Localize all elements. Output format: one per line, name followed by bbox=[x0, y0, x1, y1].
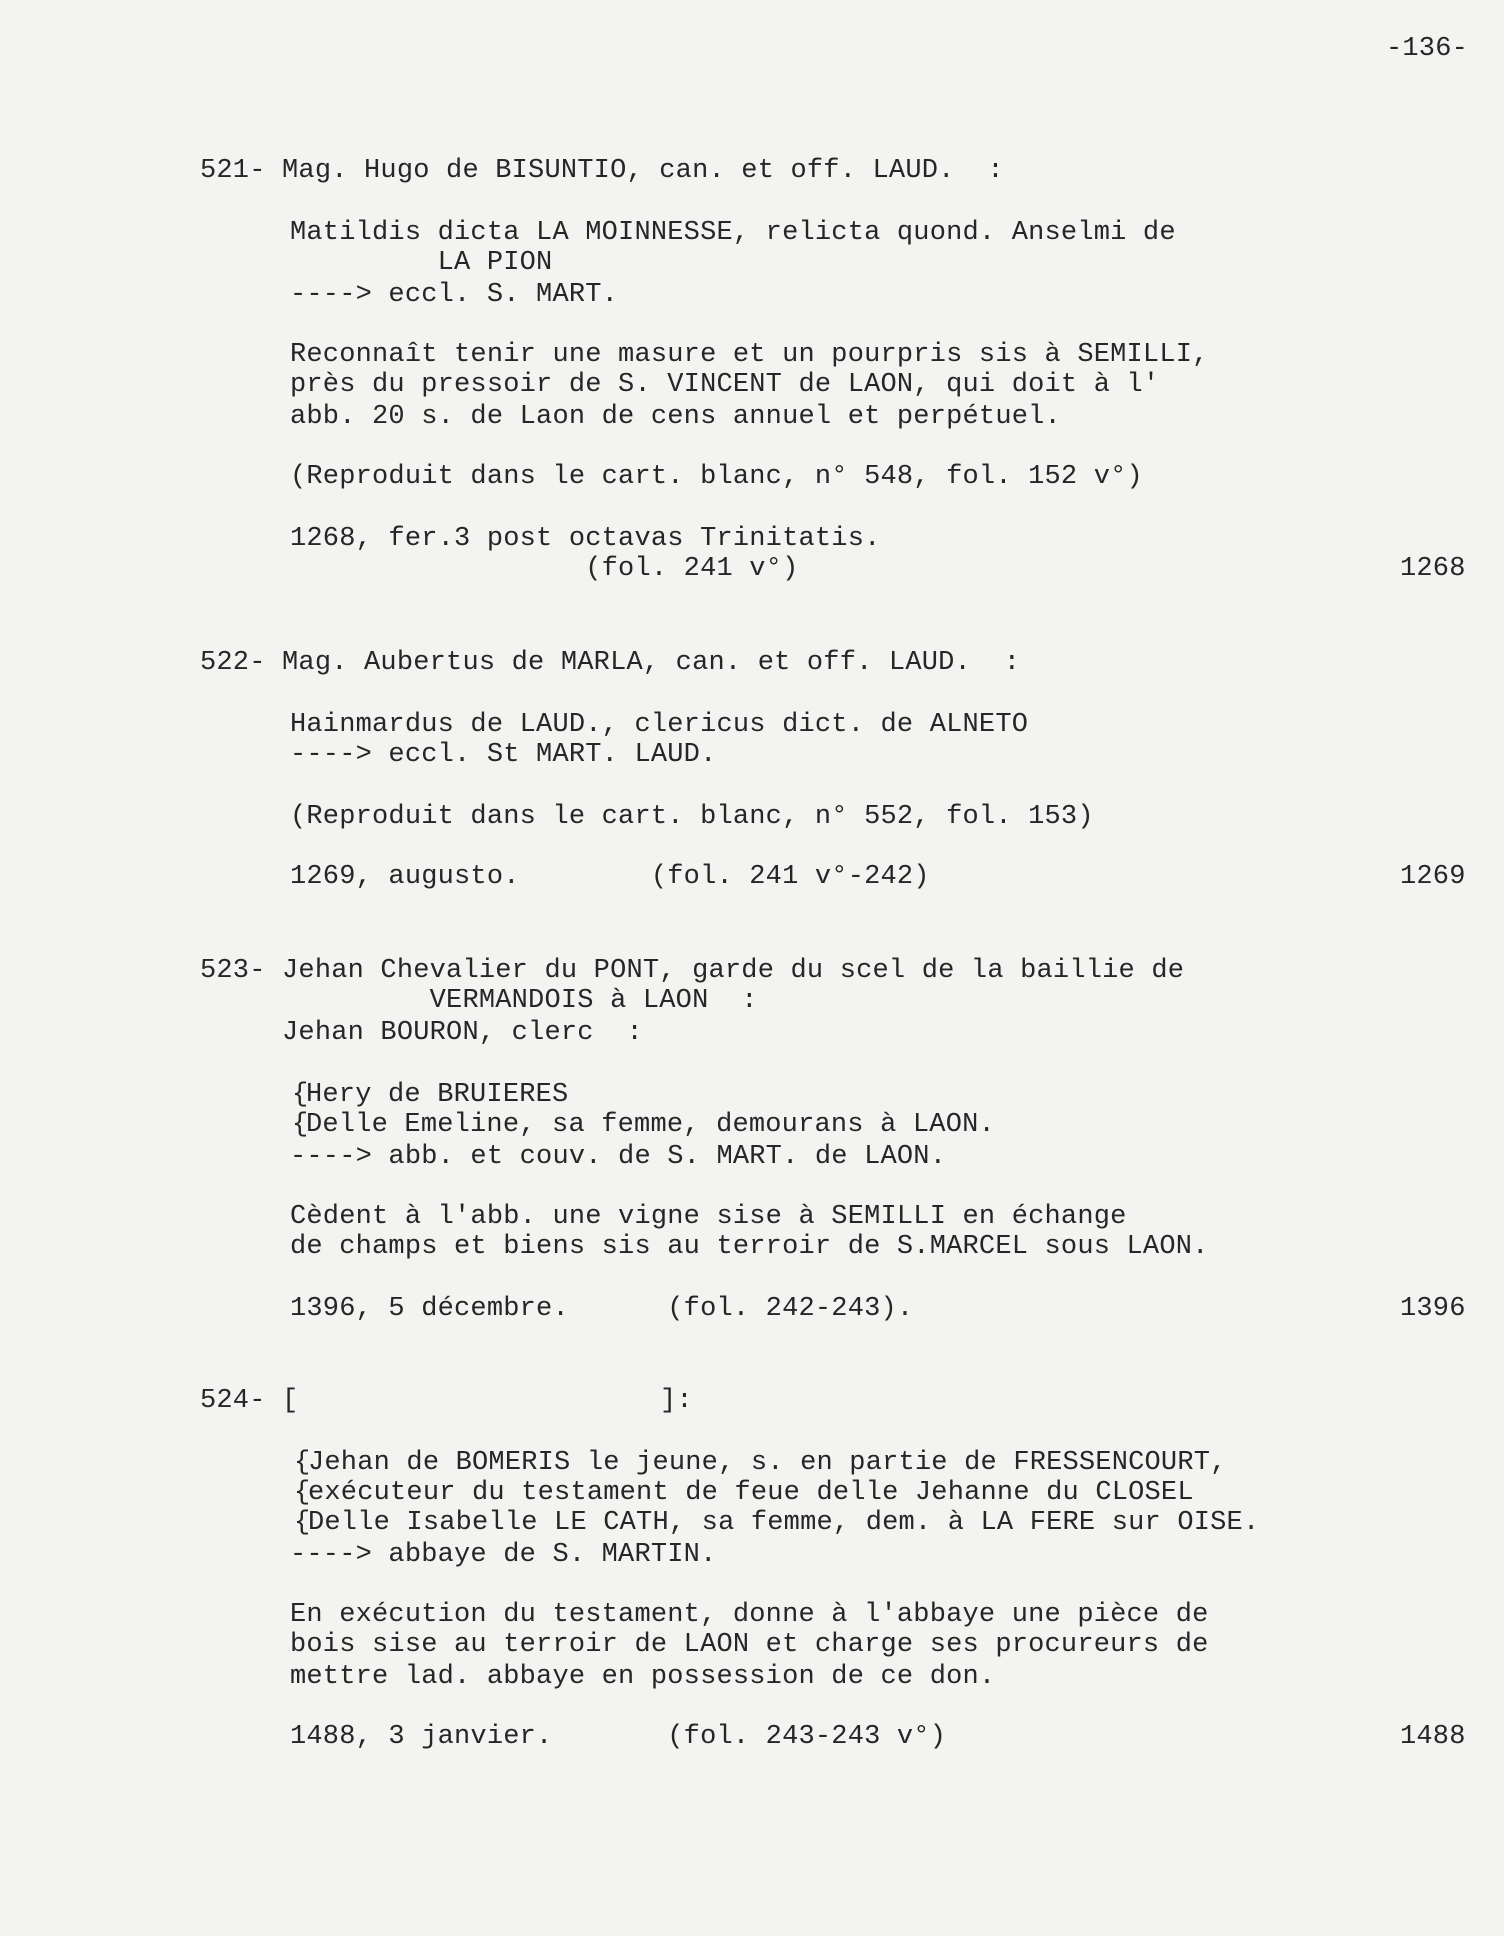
entry-523-heading: 523- Jehan Chevalier du PONT, garde du scel de la baillie de bbox=[200, 956, 1185, 986]
entry-521-summary-line: près du pressoir de S. VINCENT de LAON, qui doit à l' bbox=[290, 370, 1160, 400]
entry-523-party-line: Delle Emeline, sa femme, demourans à LAON. bbox=[306, 1110, 995, 1140]
entry-522-reproduction-note: (Reproduit dans le cart. blanc, n° 552, fol. 153) bbox=[290, 802, 1094, 832]
entry-523-party-line: Hery de BRUIERES bbox=[306, 1080, 569, 1110]
brace-icon: { bbox=[294, 1448, 311, 1478]
entry-521-reproduction-note: (Reproduit dans le cart. blanc, n° 548, fol. 152 v°) bbox=[290, 462, 1143, 492]
entry-521-summary-line: Reconnaît tenir une masure et un pourpris sis à SEMILLI, bbox=[290, 340, 1209, 370]
entry-521-folio: (fol. 241 v°) bbox=[290, 554, 799, 584]
entry-524-party-line: exécuteur du testament de feue delle Jehanne du CLOSEL bbox=[308, 1478, 1194, 1508]
entry-522-recipient: ----> eccl. St MART. LAUD. bbox=[290, 740, 717, 770]
entry-524-year: 1488 bbox=[1400, 1722, 1466, 1752]
entry-522-heading: 522- Mag. Aubertus de MARLA, can. et off. LAUD. : bbox=[200, 648, 1021, 678]
entry-523-summary-line: de champs et biens sis au terroir de S.MARCEL sous LAON. bbox=[290, 1232, 1209, 1262]
brace-icon: { bbox=[294, 1508, 311, 1538]
entry-524-recipient: ----> abbaye de S. MARTIN. bbox=[290, 1540, 717, 1570]
entry-523-year: 1396 bbox=[1400, 1294, 1466, 1324]
entry-524-party-line: Jehan de BOMERIS le jeune, s. en partie de FRESSENCOURT, bbox=[308, 1448, 1227, 1478]
brace-icon: { bbox=[292, 1080, 309, 1110]
entry-524-summary-line: bois sise au terroir de LAON et charge ses procureurs de bbox=[290, 1630, 1209, 1660]
entry-524-party-line: Delle Isabelle LE CATH, sa femme, dem. à LA FERE sur OISE. bbox=[308, 1508, 1260, 1538]
entry-523-date-line: 1396, 5 décembre. (fol. 242-243). bbox=[290, 1294, 914, 1324]
page-number: -136- bbox=[1386, 34, 1469, 64]
entry-523-heading: Jehan BOURON, clerc : bbox=[200, 1018, 643, 1048]
entry-521-summary-line: abb. 20 s. de Laon de cens annuel et perpétuel. bbox=[290, 402, 1061, 432]
entry-524-heading-open: 524- [ bbox=[200, 1386, 299, 1416]
entry-521-party-line: LA PION bbox=[290, 248, 553, 278]
entry-524-summary-line: mettre lad. abbaye en possession de ce don. bbox=[290, 1662, 996, 1692]
entry-523-recipient: ----> abb. et couv. de S. MART. de LAON. bbox=[290, 1142, 947, 1172]
entry-521-heading: 521- Mag. Hugo de BISUNTIO, can. et off. LAUD. : bbox=[200, 156, 1004, 186]
brace-icon: { bbox=[292, 1110, 309, 1140]
entry-524-summary-line: En exécution du testament, donne à l'abbaye une pièce de bbox=[290, 1600, 1209, 1630]
entry-522-party-line: Hainmardus de LAUD., clericus dict. de ALNETO bbox=[290, 710, 1029, 740]
entry-522-year: 1269 bbox=[1400, 862, 1466, 892]
entry-523-heading: VERMANDOIS à LAON : bbox=[200, 986, 758, 1016]
entry-521-recipient: ----> eccl. S. MART. bbox=[290, 280, 619, 310]
entry-524-date-line: 1488, 3 janvier. (fol. 243-243 v°) bbox=[290, 1722, 947, 1752]
entry-524-heading-close: ]: bbox=[660, 1386, 693, 1416]
brace-icon: { bbox=[294, 1478, 311, 1508]
entry-521-date-line: 1268, fer.3 post octavas Trinitatis. bbox=[290, 524, 881, 554]
entry-521-party-line: Matildis dicta LA MOINNESSE, relicta quond. Anselmi de bbox=[290, 218, 1176, 248]
entry-522-date-line: 1269, augusto. (fol. 241 v°-242) bbox=[290, 862, 930, 892]
entry-523-summary-line: Cèdent à l'abb. une vigne sise à SEMILLI en échange bbox=[290, 1202, 1127, 1232]
entry-521-year: 1268 bbox=[1400, 554, 1466, 584]
